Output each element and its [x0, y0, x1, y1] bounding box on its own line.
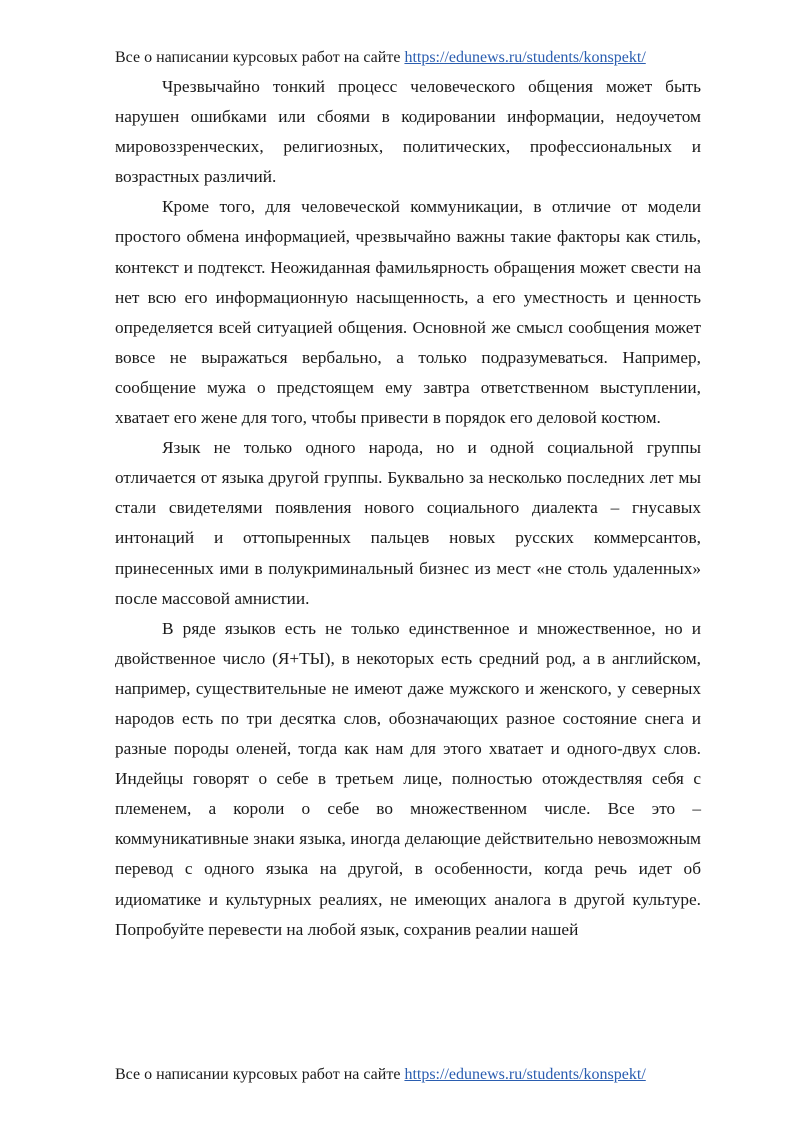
- page-footer: [115, 1065, 646, 1085]
- header-link[interactable]: https://edunews.ru/students/konspekt/: [404, 49, 646, 66]
- page-header: [115, 48, 646, 68]
- paragraph: В ряде языков есть не только единственное и множественное, но и двойственное число (Я+ТЫ), в некоторых есть средний род, а в английском, например, существительные не имеют даже мужского и женского, у северных народов есть по три десятка слов, обозначающих разное состояние снега и разные породы оленей, тогда как нам для этого хватает и одного-двух слов. Индейцы говорят о себе в третьем лице, полностью отождествляя себя с племенем, а короли о себе во множественном числе. Все это – коммуникативные знаки языка, иногда делающие действительно невозможным перевод с одного языка на другой, в особенности, когда речь идет об идиоматике и культурных реалиях, не имеющих аналога в другой культуре. Попробуйте перевести на любой язык, сохранив реалии нашей: [115, 618, 701, 939]
- paragraph: Чрезвычайно тонкий процесс человеческого общения может быть нарушен ошибками или сбоями в кодировании информации, недоучетом мировоззренческих, религиозных, политических, профессиональных и возрастных различий.: [115, 77, 701, 187]
- footer-link[interactable]: https://edunews.ru/students/konspekt/: [404, 1066, 646, 1083]
- paragraph: Кроме того, для человеческой коммуникации, в отличие от модели простого обмена информацией, чрезвычайно важны такие факторы как стиль, контекст и подтекст. Неожиданная фамильярность обращения может свести на нет всю его информационную насыщенность, а его уместность и ценность определяется всей ситуацией общения. Основной же смысл сообщения может вовсе не выражаться вербально, а только подразумеваться. Например, сообщение мужа о предстоящем ему завтра ответственном выступлении, хватает его жене для того, чтобы привести в порядок его деловой костюм.: [115, 197, 701, 428]
- header-text: Все о написании курсовых работ на сайте: [115, 49, 405, 66]
- document-body: [115, 72, 701, 945]
- footer-text: Все о написании курсовых работ на сайте: [115, 1066, 405, 1083]
- paragraph: Язык не только одного народа, но и одной социальной группы отличается от языка другой группы. Буквально за несколько последних лет мы стали свидетелями появления нового социального диалекта – гнусавых интонаций и оттопыренных пальцев новых русских коммерсантов, принесенных ими в полукриминальный бизнес из мест «не столь удаленных» после массовой амнистии.: [115, 438, 701, 608]
